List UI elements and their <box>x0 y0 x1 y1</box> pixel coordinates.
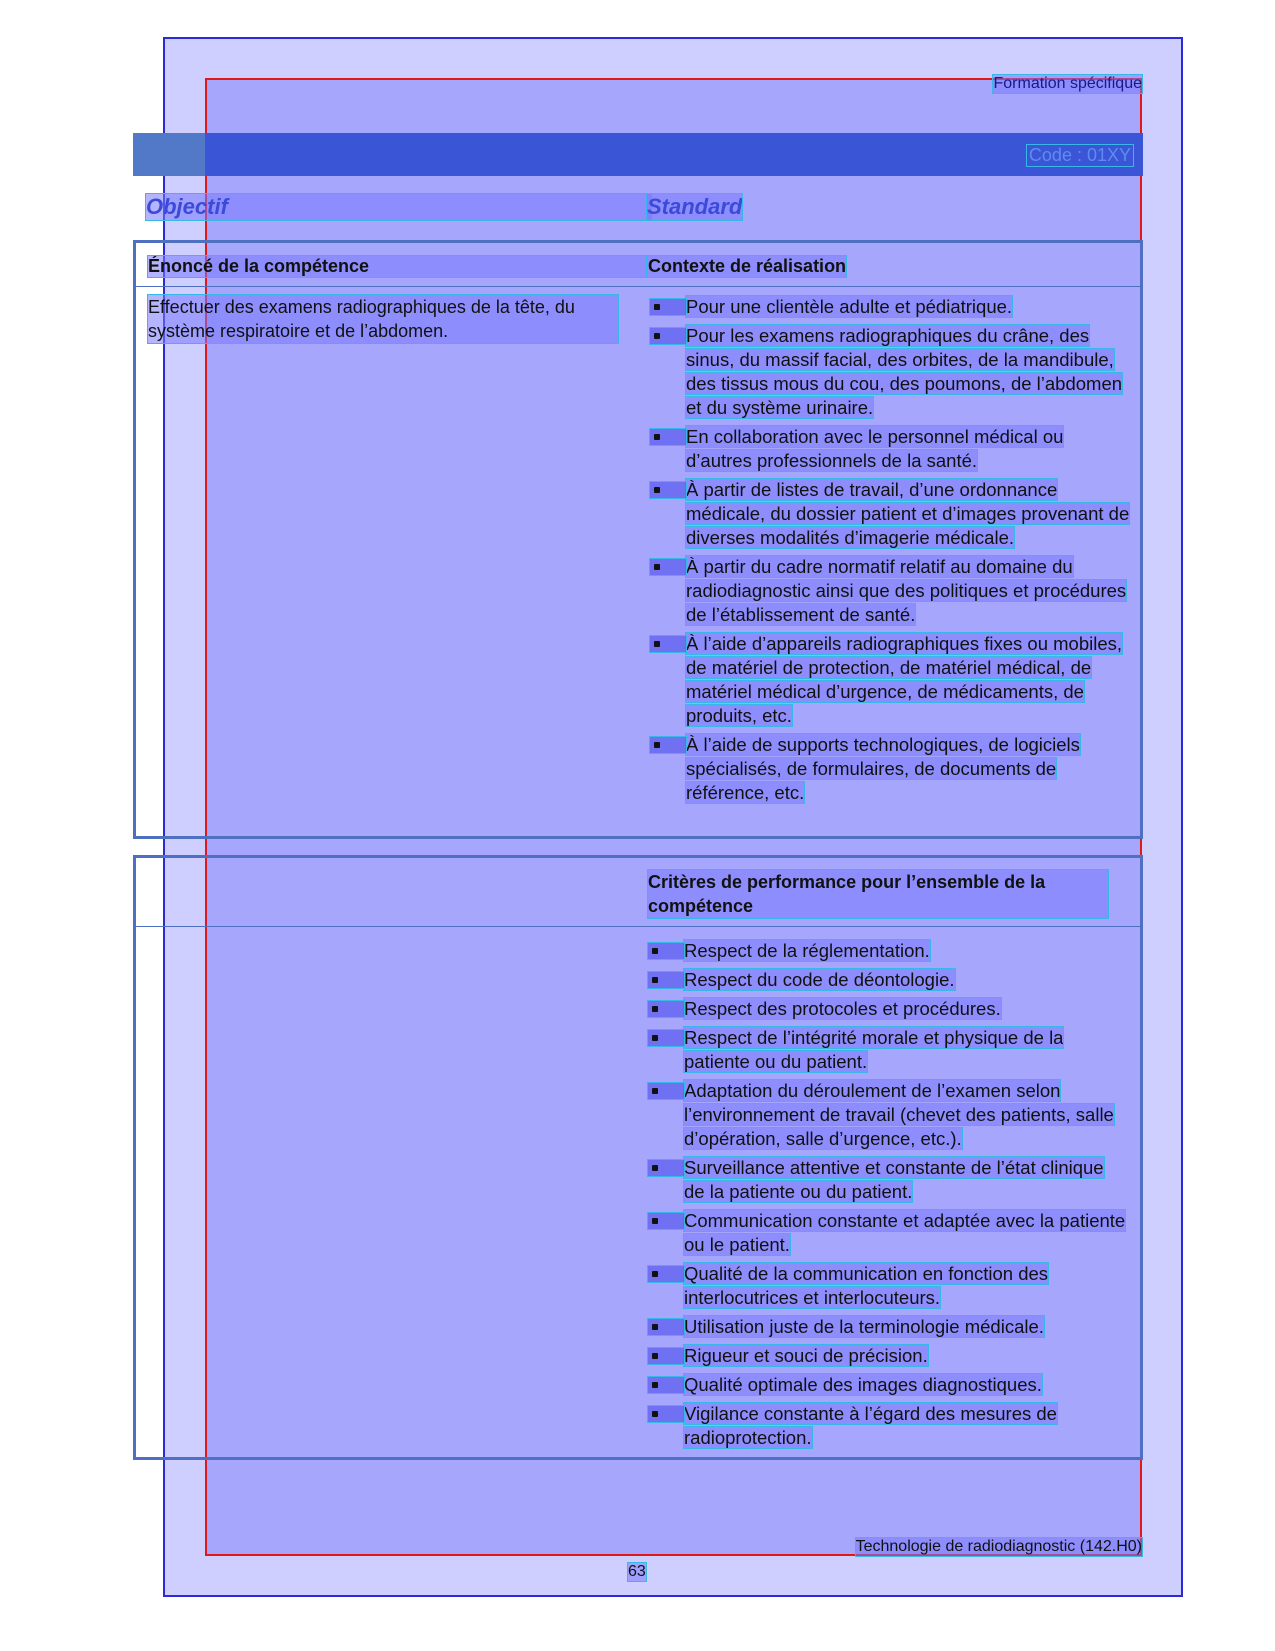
context-item-text: À partir du cadre normatif relatif au domaine du radiodiagnostic ainsi que des politiques et procédures de l’établissement de santé. <box>686 556 1127 625</box>
section-title: Formation spécifique <box>993 75 1142 92</box>
context-list <box>650 295 1130 810</box>
bullet-icon <box>648 943 684 959</box>
context-item <box>650 632 1130 728</box>
bullet-icon <box>650 328 686 344</box>
context-item-text: À l’aide de supports technologiques, de logiciels spécialisés, de formulaires, de documents de référence, etc. <box>686 734 1080 803</box>
context-item-text: En collaboration avec le personnel médical ou d’autres professionnels de la santé. <box>686 426 1064 471</box>
criteria-item <box>648 1156 1128 1204</box>
bullet-icon <box>648 1213 684 1229</box>
context-heading: Contexte de réalisation <box>648 256 847 276</box>
criteria-item-text: Respect des protocoles et procédures. <box>684 998 1001 1019</box>
criteria-item <box>648 939 1128 963</box>
criteria-heading: Critères de performance pour l’ensemble de la compétence <box>648 870 1108 918</box>
bullet-icon <box>648 1319 684 1335</box>
bullet-icon <box>650 299 686 315</box>
criteria-item <box>648 997 1128 1021</box>
bullet-icon <box>648 1348 684 1364</box>
bullet-icon <box>648 972 684 988</box>
criteria-list <box>648 939 1128 1455</box>
band-accent <box>133 133 205 176</box>
page-number: 63 <box>628 1563 646 1580</box>
context-item-text: À l’aide d’appareils radiographiques fixes ou mobiles, de matériel de protection, de matériel médical, de matériel médical d’urgence, de médicaments, de produits, etc. <box>686 633 1123 726</box>
criteria-item-text: Respect de la réglementation. <box>684 940 930 961</box>
bullet-icon <box>650 636 686 652</box>
criteria-item <box>648 1344 1128 1368</box>
bullet-icon <box>648 1266 684 1282</box>
standard-heading: Standard <box>647 194 743 219</box>
competency-statement: Effectuer des examens radiographiques de la tête, du système respiratoire et de l’abdomen. <box>148 295 618 343</box>
criteria-item-text: Vigilance constante à l’égard des mesures de radioprotection. <box>684 1403 1057 1448</box>
program-footer: Technologie de radiodiagnostic (142.H0) <box>855 1538 1142 1555</box>
criteria-item <box>648 1373 1128 1397</box>
bullet-icon <box>648 1160 684 1176</box>
bullet-icon <box>648 1083 684 1099</box>
competency-box <box>133 240 1143 839</box>
competency-statement-heading: Énoncé de la compétence <box>148 256 646 277</box>
context-item <box>650 324 1130 420</box>
criteria-box <box>133 855 1143 1460</box>
context-item <box>650 425 1130 473</box>
objective-heading: Objectif <box>146 194 651 220</box>
bullet-icon <box>650 429 686 445</box>
criteria-item <box>648 1079 1128 1151</box>
bullet-icon <box>650 737 686 753</box>
criteria-divider <box>136 926 1140 927</box>
context-item <box>650 733 1130 805</box>
criteria-item-text: Qualité optimale des images diagnostiques. <box>684 1374 1042 1395</box>
code-band <box>133 133 1143 176</box>
criteria-item-text: Communication constante et adaptée avec la patiente ou le patient. <box>684 1210 1126 1255</box>
bullet-icon <box>648 1377 684 1393</box>
context-item <box>650 295 1130 319</box>
criteria-item-text: Rigueur et souci de précision. <box>684 1345 928 1366</box>
context-item-text: Pour les examens radiographiques du crâne, des sinus, du massif facial, des orbites, de la mandibule, des tissus mous du cou, des poumons, de l’abdomen et du système urinaire. <box>686 325 1123 418</box>
bullet-icon <box>650 559 686 575</box>
criteria-item-text: Qualité de la communication en fonction des interlocutrices et interlocuteurs. <box>684 1263 1049 1308</box>
criteria-item <box>648 1209 1128 1257</box>
criteria-item-text: Respect de l’intégrité morale et physique de la patiente ou du patient. <box>684 1027 1064 1072</box>
criteria-item <box>648 1402 1128 1450</box>
bullet-icon <box>648 1001 684 1017</box>
criteria-item <box>648 1026 1128 1074</box>
bullet-icon <box>648 1406 684 1422</box>
criteria-item <box>648 1262 1128 1310</box>
bullet-icon <box>650 482 686 498</box>
header-divider <box>136 286 1140 287</box>
context-item <box>650 478 1130 550</box>
bullet-icon <box>648 1030 684 1046</box>
context-item-text: Pour une clientèle adulte et pédiatrique. <box>686 296 1013 317</box>
criteria-item-text: Adaptation du déroulement de l’examen selon l’environnement de travail (chevet des patients, salle d’opération, salle d’urgence, etc.). <box>684 1080 1114 1149</box>
criteria-item-text: Surveillance attentive et constante de l’état clinique de la patiente ou du patient. <box>684 1157 1104 1202</box>
criteria-item <box>648 1315 1128 1339</box>
criteria-item-text: Utilisation juste de la terminologie médicale. <box>684 1316 1044 1337</box>
criteria-item <box>648 968 1128 992</box>
context-item-text: À partir de listes de travail, d’une ordonnance médicale, du dossier patient et d’images provenant de diverses modalités d’imagerie médicale. <box>686 479 1130 548</box>
context-item <box>650 555 1130 627</box>
competency-code: Code : 01XY <box>1028 145 1131 165</box>
criteria-item-text: Respect du code de déontologie. <box>684 969 955 990</box>
